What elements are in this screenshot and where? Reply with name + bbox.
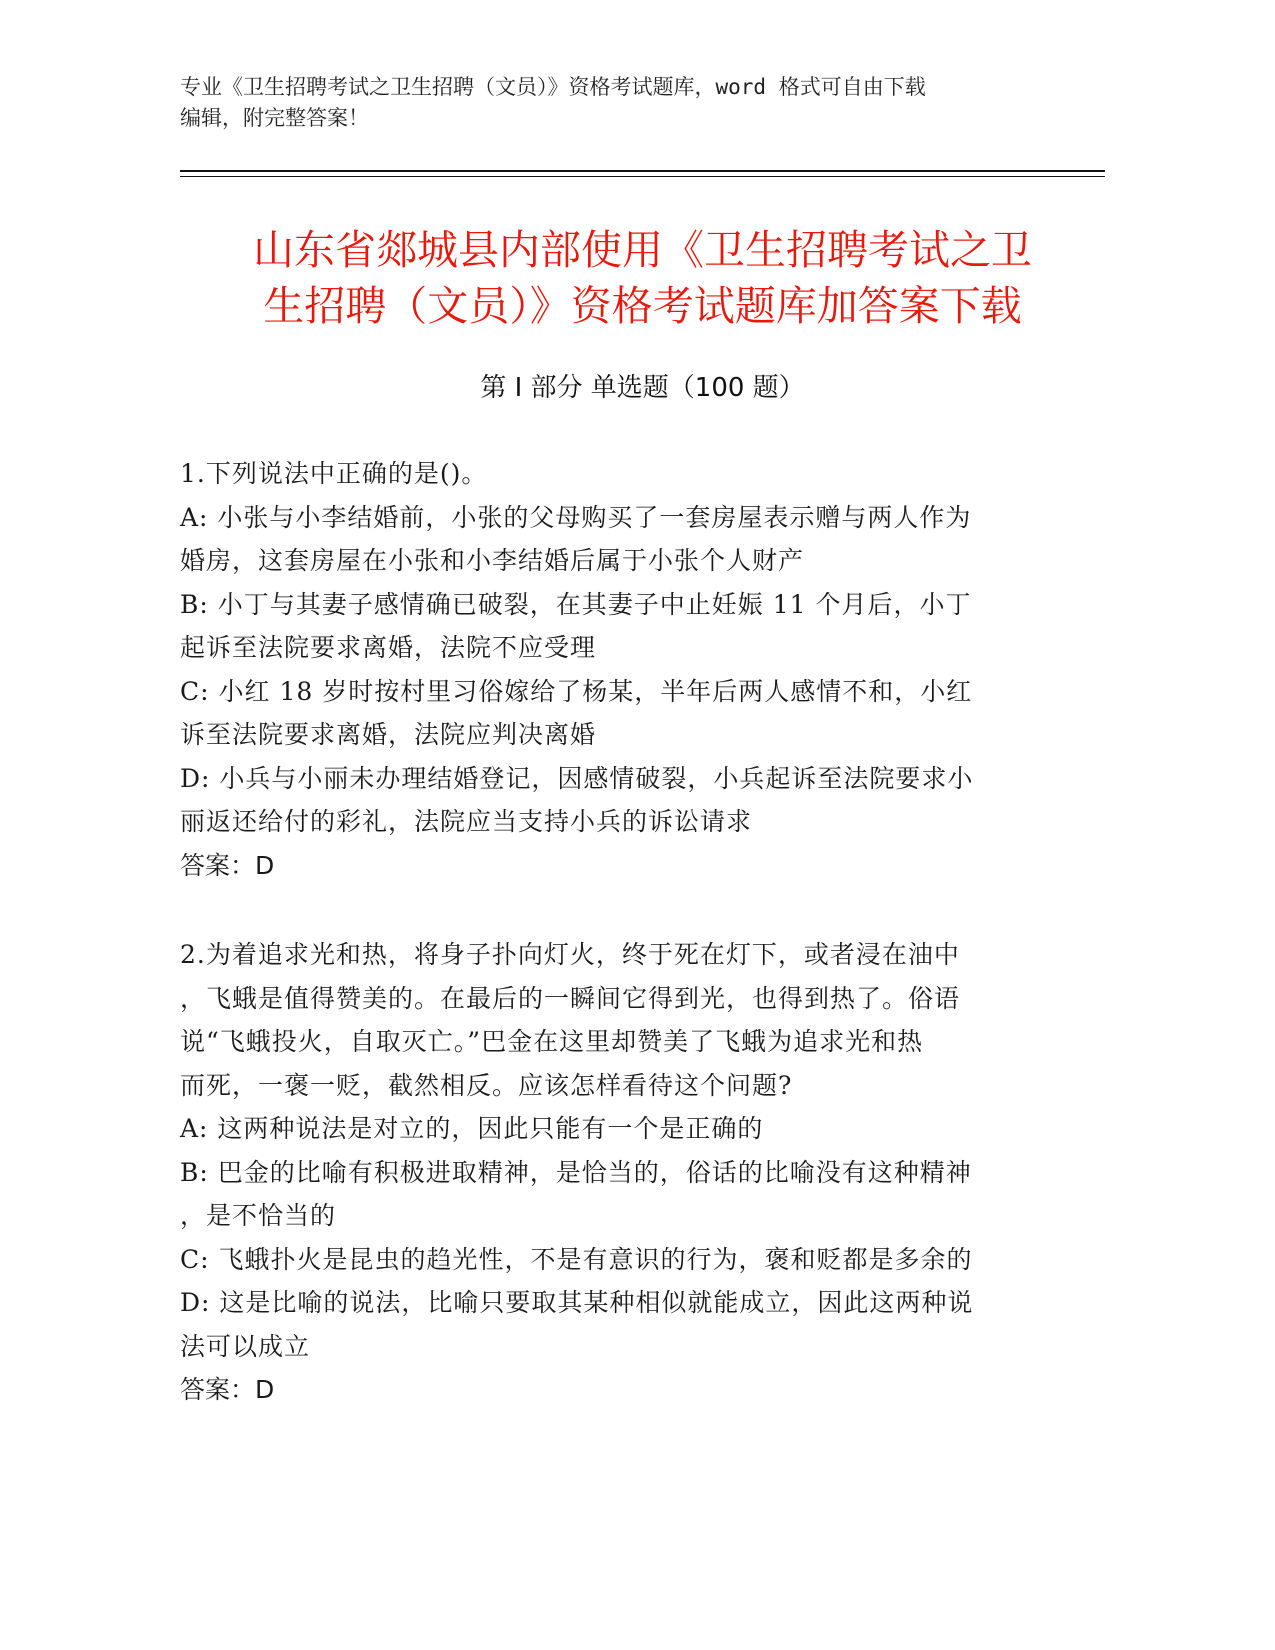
question-1-line: C: 小红 18 岁时按村里习俗嫁给了杨某，半年后两人感情不和，小红: [180, 676, 973, 706]
question-1-answer: 答案：D: [180, 850, 275, 880]
question-1-line: B: 小丁与其妻子感情确已破裂，在其妻子中止妊娠 11 个月后，小丁: [180, 589, 972, 619]
question-2-line: 而死，一褒一贬，截然相反。应该怎样看待这个问题?: [180, 1070, 793, 1100]
header-note: [180, 72, 1030, 134]
question-2-line: ，是不恰当的: [180, 1201, 337, 1230]
question-2-line: C: 飞蛾扑火是昆虫的趋光性，不是有意识的行为，褒和贬都是多余的: [180, 1244, 973, 1274]
question-2-line: ，飞蛾是值得赞美的。在最后的一瞬间它得到光，也得到热了。俗语: [180, 983, 961, 1013]
question-2-line: B: 巴金的比喻有积极进取精神，是恰当的，俗话的比喻没有这种精神: [180, 1157, 972, 1187]
header-rule-thin: [180, 176, 1105, 177]
question-2-answer: 答案：D: [180, 1375, 275, 1404]
question-1: [180, 452, 1030, 887]
document-title: [180, 222, 1105, 334]
question-1-line: A: 小张与小李结婚前，小张的父母购买了一套房屋表示赠与两人作为: [180, 502, 972, 532]
question-1-line: 婚房，这套房屋在小张和小李结婚后属于小张个人财产: [180, 546, 805, 575]
header-note-line-1: 专业《卫生招聘考试之卫生招聘（文员）》资格考试题库，word 格式可自由下载: [180, 75, 926, 99]
header-note-line-2: 编辑，附完整答案！: [180, 106, 369, 130]
question-2-line: D: 这是比喻的说法，比喻只要取其某种相似就能成立，因此这两种说: [180, 1288, 974, 1317]
question-1-line: 丽返还给付的彩礼，法院应当支持小兵的诉讼请求: [180, 807, 753, 836]
document-title-line-2: 生招聘（文员）》资格考试题库加答案下载: [263, 282, 1022, 330]
question-2-line: A: 这两种说法是对立的，因此只能有一个是正确的: [180, 1114, 764, 1143]
question-2-line: 2.为着追求光和热，将身子扑向灯火，终于死在灯下，或者浸在油中: [180, 940, 960, 969]
question-1-line: D: 小兵与小丽未办理结婚登记，因感情破裂，小兵起诉至法院要求小: [180, 763, 974, 793]
question-1-line: 起诉至法院要求离婚，法院不应受理: [180, 633, 597, 662]
question-1-line: 1.下列说法中正确的是()。: [180, 459, 488, 488]
question-2-line: 法可以成立: [180, 1331, 311, 1361]
question-2: [180, 933, 1030, 1412]
document-title-line-1: 山东省郯城县内部使用《卫生招聘考试之卫: [253, 226, 1032, 274]
section-title: 第 I 部分 单选题（100 题）: [480, 373, 805, 403]
question-1-line: 诉至法院要求离婚，法院应判决离婚: [180, 720, 597, 749]
header-rule-thick: [180, 170, 1105, 172]
question-2-line: 说“飞蛾投火，自取灭亡。”巴金在这里却赞美了飞蛾为追求光和热: [180, 1027, 924, 1056]
